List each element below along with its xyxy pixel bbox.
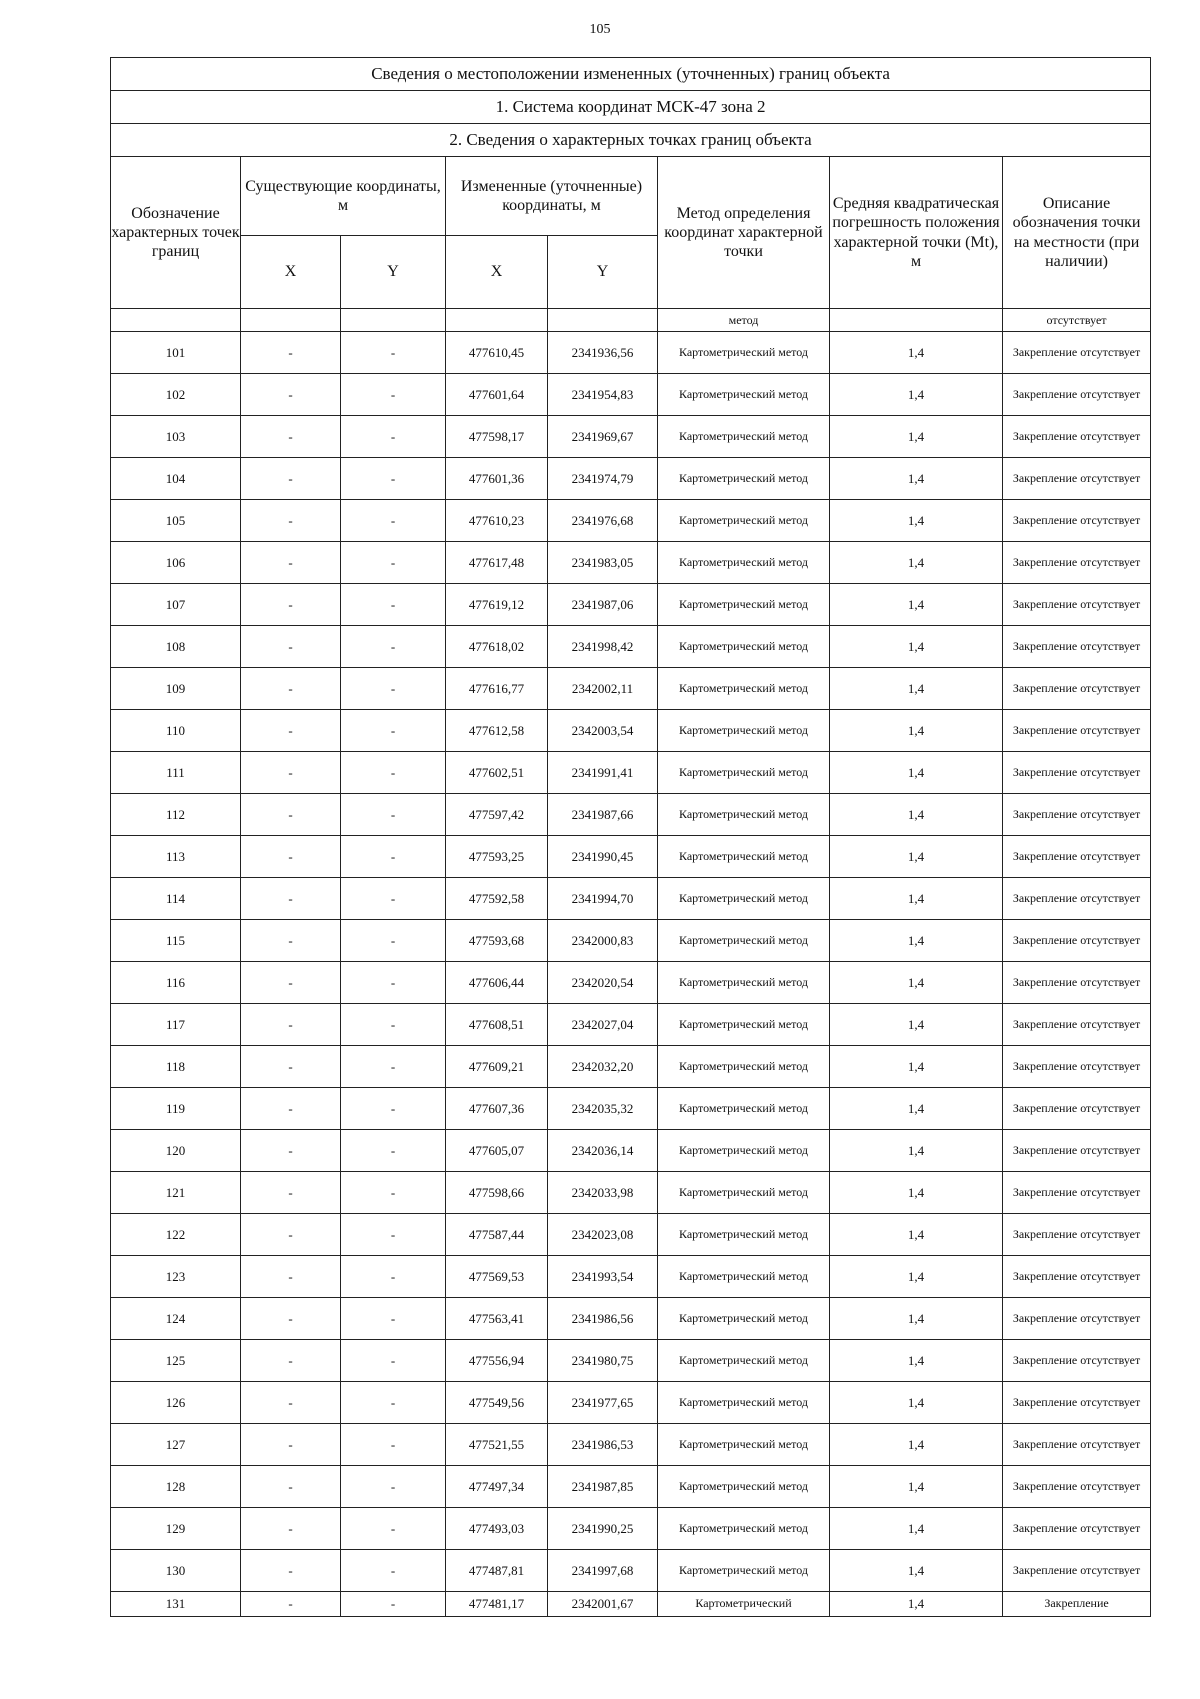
changed-y-cell: 2341997,68 bbox=[548, 1550, 658, 1592]
method-cell: Картометрический метод bbox=[658, 626, 830, 668]
changed-x-cell: 477606,44 bbox=[446, 962, 548, 1004]
mean-error-cell: 1,4 bbox=[830, 710, 1003, 752]
table-row bbox=[111, 1046, 1151, 1088]
existing-x-cell: - bbox=[241, 1298, 341, 1340]
existing-y-cell: - bbox=[341, 1256, 446, 1298]
point-id-cell: 109 bbox=[111, 668, 241, 710]
table-title: Сведения о местоположении измененных (уточненных) границ объекта bbox=[111, 58, 1151, 91]
method-cell: Картометрический метод bbox=[658, 878, 830, 920]
table-row bbox=[111, 1256, 1151, 1298]
continuation-description: отсутствует bbox=[1003, 309, 1151, 332]
existing-y-cell: - bbox=[341, 416, 446, 458]
changed-x-cell: 477616,77 bbox=[446, 668, 548, 710]
changed-y-cell: 2341977,65 bbox=[548, 1382, 658, 1424]
mean-error-cell: 1,4 bbox=[830, 1130, 1003, 1172]
existing-y-cell: - bbox=[341, 1046, 446, 1088]
changed-y-cell: 2341987,85 bbox=[548, 1466, 658, 1508]
method-cell: Картометрический метод bbox=[658, 1004, 830, 1046]
method-cell: Картометрический метод bbox=[658, 1424, 830, 1466]
description-cell: Закрепление отсутствует bbox=[1003, 1382, 1151, 1424]
description-cell: Закрепление отсутствует bbox=[1003, 962, 1151, 1004]
mean-error-cell: 1,4 bbox=[830, 668, 1003, 710]
existing-x-cell: - bbox=[241, 962, 341, 1004]
existing-x-cell: - bbox=[241, 332, 341, 374]
changed-x-cell: 477597,42 bbox=[446, 794, 548, 836]
mean-error-cell: 1,4 bbox=[830, 794, 1003, 836]
continuation-method: метод bbox=[658, 309, 830, 332]
mean-error-cell: 1,4 bbox=[830, 584, 1003, 626]
table-row bbox=[111, 374, 1151, 416]
point-id-cell: 130 bbox=[111, 1550, 241, 1592]
method-cell: Картометрический метод bbox=[658, 710, 830, 752]
description-cell: Закрепление отсутствует bbox=[1003, 1046, 1151, 1088]
description-cell: Закрепление отсутствует bbox=[1003, 668, 1151, 710]
description-cell: Закрепление отсутствует bbox=[1003, 332, 1151, 374]
method-cell: Картометрический метод bbox=[658, 1214, 830, 1256]
existing-y-cell: - bbox=[341, 878, 446, 920]
point-id-cell: 131 bbox=[111, 1592, 241, 1617]
table-row bbox=[111, 1130, 1151, 1172]
table-row bbox=[111, 836, 1151, 878]
point-id-cell: 119 bbox=[111, 1088, 241, 1130]
description-cell: Закрепление отсутствует bbox=[1003, 1130, 1151, 1172]
header-existing: Существующие координаты, м bbox=[241, 157, 446, 236]
table-row bbox=[111, 584, 1151, 626]
mean-error-cell: 1,4 bbox=[830, 878, 1003, 920]
method-cell: Картометрический метод bbox=[658, 962, 830, 1004]
changed-y-cell: 2342032,20 bbox=[548, 1046, 658, 1088]
description-cell: Закрепление bbox=[1003, 1592, 1151, 1617]
mean-error-cell: 1,4 bbox=[830, 1088, 1003, 1130]
changed-x-cell: 477521,55 bbox=[446, 1424, 548, 1466]
existing-x-cell: - bbox=[241, 1340, 341, 1382]
description-cell: Закрепление отсутствует bbox=[1003, 1298, 1151, 1340]
changed-y-cell: 2341980,75 bbox=[548, 1340, 658, 1382]
existing-y-cell: - bbox=[341, 1298, 446, 1340]
table-row bbox=[111, 1550, 1151, 1592]
existing-x-cell: - bbox=[241, 1508, 341, 1550]
changed-y-cell: 2341998,42 bbox=[548, 626, 658, 668]
existing-y-cell: - bbox=[341, 1466, 446, 1508]
existing-x-cell: - bbox=[241, 1256, 341, 1298]
changed-y-cell: 2342035,32 bbox=[548, 1088, 658, 1130]
existing-x-cell: - bbox=[241, 1466, 341, 1508]
changed-y-cell: 2341990,45 bbox=[548, 836, 658, 878]
existing-x-cell: - bbox=[241, 1424, 341, 1466]
description-cell: Закрепление отсутствует bbox=[1003, 710, 1151, 752]
changed-x-cell: 477493,03 bbox=[446, 1508, 548, 1550]
existing-x-cell: - bbox=[241, 836, 341, 878]
point-id-cell: 107 bbox=[111, 584, 241, 626]
header-existing-x: X bbox=[241, 236, 341, 309]
header-method: Метод определения координат характерной точки bbox=[658, 157, 830, 309]
changed-x-cell: 477593,25 bbox=[446, 836, 548, 878]
point-id-cell: 129 bbox=[111, 1508, 241, 1550]
existing-x-cell: - bbox=[241, 1550, 341, 1592]
description-cell: Закрепление отсутствует bbox=[1003, 794, 1151, 836]
changed-y-cell: 2342027,04 bbox=[548, 1004, 658, 1046]
existing-y-cell: - bbox=[341, 1382, 446, 1424]
description-cell: Закрепление отсутствует bbox=[1003, 752, 1151, 794]
existing-x-cell: - bbox=[241, 1004, 341, 1046]
header-designation: Обозначение характерных точек границ bbox=[111, 157, 241, 309]
method-cell: Картометрический метод bbox=[658, 1172, 830, 1214]
changed-y-cell: 2341936,56 bbox=[548, 332, 658, 374]
description-cell: Закрепление отсутствует bbox=[1003, 920, 1151, 962]
changed-x-cell: 477617,48 bbox=[446, 542, 548, 584]
changed-x-cell: 477610,23 bbox=[446, 500, 548, 542]
method-cell: Картометрический метод bbox=[658, 1508, 830, 1550]
mean-error-cell: 1,4 bbox=[830, 332, 1003, 374]
mean-error-cell: 1,4 bbox=[830, 458, 1003, 500]
existing-y-cell: - bbox=[341, 1592, 446, 1617]
method-cell: Картометрический bbox=[658, 1592, 830, 1617]
header-description: Описание обозначения точки на местности (при наличии) bbox=[1003, 157, 1151, 309]
changed-y-cell: 2341986,56 bbox=[548, 1298, 658, 1340]
point-id-cell: 120 bbox=[111, 1130, 241, 1172]
method-cell: Картометрический метод bbox=[658, 920, 830, 962]
existing-y-cell: - bbox=[341, 1172, 446, 1214]
description-cell: Закрепление отсутствует bbox=[1003, 626, 1151, 668]
description-cell: Закрепление отсутствует bbox=[1003, 1340, 1151, 1382]
changed-x-cell: 477607,36 bbox=[446, 1088, 548, 1130]
method-cell: Картометрический метод bbox=[658, 332, 830, 374]
point-id-cell: 112 bbox=[111, 794, 241, 836]
changed-y-cell: 2342000,83 bbox=[548, 920, 658, 962]
changed-y-cell: 2341991,41 bbox=[548, 752, 658, 794]
mean-error-cell: 1,4 bbox=[830, 374, 1003, 416]
header-changed-x: X bbox=[446, 236, 548, 309]
table-row bbox=[111, 1424, 1151, 1466]
changed-x-cell: 477602,51 bbox=[446, 752, 548, 794]
method-cell: Картометрический метод bbox=[658, 1256, 830, 1298]
header-existing-y: Y bbox=[341, 236, 446, 309]
existing-x-cell: - bbox=[241, 500, 341, 542]
existing-x-cell: - bbox=[241, 1382, 341, 1424]
changed-x-cell: 477481,17 bbox=[446, 1592, 548, 1617]
table-row bbox=[111, 458, 1151, 500]
description-cell: Закрепление отсутствует bbox=[1003, 458, 1151, 500]
existing-x-cell: - bbox=[241, 668, 341, 710]
section-title: 2. Сведения о характерных точках границ объекта bbox=[111, 124, 1151, 157]
existing-y-cell: - bbox=[341, 332, 446, 374]
existing-y-cell: - bbox=[341, 836, 446, 878]
method-cell: Картометрический метод bbox=[658, 1382, 830, 1424]
changed-y-cell: 2342023,08 bbox=[548, 1214, 658, 1256]
method-cell: Картометрический метод bbox=[658, 542, 830, 584]
point-id-cell: 105 bbox=[111, 500, 241, 542]
existing-x-cell: - bbox=[241, 374, 341, 416]
point-id-cell: 102 bbox=[111, 374, 241, 416]
existing-x-cell: - bbox=[241, 1214, 341, 1256]
table-row bbox=[111, 794, 1151, 836]
table-row bbox=[111, 332, 1151, 374]
point-id-cell: 101 bbox=[111, 332, 241, 374]
changed-x-cell: 477598,17 bbox=[446, 416, 548, 458]
existing-y-cell: - bbox=[341, 1508, 446, 1550]
method-cell: Картометрический метод bbox=[658, 1340, 830, 1382]
existing-x-cell: - bbox=[241, 1088, 341, 1130]
table-row bbox=[111, 920, 1151, 962]
point-id-cell: 126 bbox=[111, 1382, 241, 1424]
table-row bbox=[111, 1508, 1151, 1550]
table-row bbox=[111, 1340, 1151, 1382]
point-id-cell: 111 bbox=[111, 752, 241, 794]
table-row bbox=[111, 1382, 1151, 1424]
existing-y-cell: - bbox=[341, 794, 446, 836]
existing-y-cell: - bbox=[341, 668, 446, 710]
changed-y-cell: 2342036,14 bbox=[548, 1130, 658, 1172]
changed-y-cell: 2341993,54 bbox=[548, 1256, 658, 1298]
mean-error-cell: 1,4 bbox=[830, 836, 1003, 878]
mean-error-cell: 1,4 bbox=[830, 416, 1003, 458]
method-cell: Картометрический метод bbox=[658, 794, 830, 836]
point-id-cell: 117 bbox=[111, 1004, 241, 1046]
point-id-cell: 104 bbox=[111, 458, 241, 500]
changed-y-cell: 2342001,67 bbox=[548, 1592, 658, 1617]
table-row bbox=[111, 416, 1151, 458]
table-row bbox=[111, 962, 1151, 1004]
existing-x-cell: - bbox=[241, 752, 341, 794]
existing-x-cell: - bbox=[241, 1172, 341, 1214]
changed-x-cell: 477609,21 bbox=[446, 1046, 548, 1088]
method-cell: Картометрический метод bbox=[658, 752, 830, 794]
changed-x-cell: 477497,34 bbox=[446, 1466, 548, 1508]
mean-error-cell: 1,4 bbox=[830, 1382, 1003, 1424]
description-cell: Закрепление отсутствует bbox=[1003, 1088, 1151, 1130]
existing-x-cell: - bbox=[241, 626, 341, 668]
mean-error-cell: 1,4 bbox=[830, 1214, 1003, 1256]
changed-y-cell: 2341987,06 bbox=[548, 584, 658, 626]
coordinate-system: 1. Система координат МСК-47 зона 2 bbox=[111, 91, 1151, 124]
description-cell: Закрепление отсутствует bbox=[1003, 1214, 1151, 1256]
method-cell: Картометрический метод bbox=[658, 374, 830, 416]
existing-y-cell: - bbox=[341, 752, 446, 794]
point-id-cell: 128 bbox=[111, 1466, 241, 1508]
changed-x-cell: 477569,53 bbox=[446, 1256, 548, 1298]
page-number: 105 bbox=[589, 22, 611, 37]
point-id-cell: 110 bbox=[111, 710, 241, 752]
changed-x-cell: 477605,07 bbox=[446, 1130, 548, 1172]
changed-x-cell: 477592,58 bbox=[446, 878, 548, 920]
changed-y-cell: 2342003,54 bbox=[548, 710, 658, 752]
table-row bbox=[111, 878, 1151, 920]
existing-y-cell: - bbox=[341, 374, 446, 416]
existing-y-cell: - bbox=[341, 542, 446, 584]
mean-error-cell: 1,4 bbox=[830, 962, 1003, 1004]
mean-error-cell: 1,4 bbox=[830, 1592, 1003, 1617]
method-cell: Картометрический метод bbox=[658, 1298, 830, 1340]
existing-x-cell: - bbox=[241, 416, 341, 458]
mean-error-cell: 1,4 bbox=[830, 1340, 1003, 1382]
method-cell: Картометрический метод bbox=[658, 500, 830, 542]
table-row bbox=[111, 1466, 1151, 1508]
mean-error-cell: 1,4 bbox=[830, 626, 1003, 668]
existing-y-cell: - bbox=[341, 1004, 446, 1046]
existing-x-cell: - bbox=[241, 1130, 341, 1172]
table-body bbox=[111, 332, 1151, 1617]
mean-error-cell: 1,4 bbox=[830, 1298, 1003, 1340]
mean-error-cell: 1,4 bbox=[830, 1004, 1003, 1046]
changed-x-cell: 477598,66 bbox=[446, 1172, 548, 1214]
point-id-cell: 125 bbox=[111, 1340, 241, 1382]
point-id-cell: 121 bbox=[111, 1172, 241, 1214]
changed-x-cell: 477601,64 bbox=[446, 374, 548, 416]
mean-error-cell: 1,4 bbox=[830, 752, 1003, 794]
point-id-cell: 118 bbox=[111, 1046, 241, 1088]
table-row bbox=[111, 710, 1151, 752]
description-cell: Закрепление отсутствует bbox=[1003, 1172, 1151, 1214]
changed-x-cell: 477487,81 bbox=[446, 1550, 548, 1592]
table-row bbox=[111, 752, 1151, 794]
method-cell: Картометрический метод bbox=[658, 836, 830, 878]
table-row bbox=[111, 1298, 1151, 1340]
table-row bbox=[111, 626, 1151, 668]
existing-y-cell: - bbox=[341, 1130, 446, 1172]
changed-y-cell: 2341994,70 bbox=[548, 878, 658, 920]
existing-x-cell: - bbox=[241, 542, 341, 584]
table-row bbox=[111, 668, 1151, 710]
existing-x-cell: - bbox=[241, 458, 341, 500]
mean-error-cell: 1,4 bbox=[830, 1508, 1003, 1550]
changed-x-cell: 477593,68 bbox=[446, 920, 548, 962]
point-id-cell: 122 bbox=[111, 1214, 241, 1256]
description-cell: Закрепление отсутствует bbox=[1003, 416, 1151, 458]
description-cell: Закрепление отсутствует bbox=[1003, 500, 1151, 542]
method-cell: Картометрический метод bbox=[658, 458, 830, 500]
existing-y-cell: - bbox=[341, 458, 446, 500]
existing-y-cell: - bbox=[341, 1088, 446, 1130]
existing-y-cell: - bbox=[341, 1340, 446, 1382]
point-id-cell: 123 bbox=[111, 1256, 241, 1298]
table-row bbox=[111, 500, 1151, 542]
existing-x-cell: - bbox=[241, 710, 341, 752]
description-cell: Закрепление отсутствует bbox=[1003, 878, 1151, 920]
point-id-cell: 106 bbox=[111, 542, 241, 584]
changed-x-cell: 477601,36 bbox=[446, 458, 548, 500]
changed-y-cell: 2341974,79 bbox=[548, 458, 658, 500]
existing-y-cell: - bbox=[341, 584, 446, 626]
table-row bbox=[111, 542, 1151, 584]
mean-error-cell: 1,4 bbox=[830, 1424, 1003, 1466]
point-id-cell: 103 bbox=[111, 416, 241, 458]
existing-x-cell: - bbox=[241, 584, 341, 626]
changed-y-cell: 2341986,53 bbox=[548, 1424, 658, 1466]
table-row bbox=[111, 1172, 1151, 1214]
mean-error-cell: 1,4 bbox=[830, 1466, 1003, 1508]
changed-x-cell: 477549,56 bbox=[446, 1382, 548, 1424]
mean-error-cell: 1,4 bbox=[830, 542, 1003, 584]
changed-y-cell: 2342002,11 bbox=[548, 668, 658, 710]
existing-y-cell: - bbox=[341, 1550, 446, 1592]
table-row bbox=[111, 1592, 1151, 1617]
point-id-cell: 113 bbox=[111, 836, 241, 878]
changed-y-cell: 2342033,98 bbox=[548, 1172, 658, 1214]
table-row bbox=[111, 1088, 1151, 1130]
existing-y-cell: - bbox=[341, 626, 446, 668]
mean-error-cell: 1,4 bbox=[830, 1550, 1003, 1592]
changed-x-cell: 477608,51 bbox=[446, 1004, 548, 1046]
method-cell: Картометрический метод bbox=[658, 1466, 830, 1508]
description-cell: Закрепление отсутствует bbox=[1003, 836, 1151, 878]
description-cell: Закрепление отсутствует bbox=[1003, 542, 1151, 584]
point-id-cell: 116 bbox=[111, 962, 241, 1004]
description-cell: Закрепление отсутствует bbox=[1003, 374, 1151, 416]
point-id-cell: 127 bbox=[111, 1424, 241, 1466]
mean-error-cell: 1,4 bbox=[830, 500, 1003, 542]
changed-x-cell: 477563,41 bbox=[446, 1298, 548, 1340]
changed-y-cell: 2341990,25 bbox=[548, 1508, 658, 1550]
changed-x-cell: 477610,45 bbox=[446, 332, 548, 374]
description-cell: Закрепление отсутствует bbox=[1003, 1466, 1151, 1508]
existing-y-cell: - bbox=[341, 962, 446, 1004]
description-cell: Закрепление отсутствует bbox=[1003, 1550, 1151, 1592]
description-cell: Закрепление отсутствует bbox=[1003, 1508, 1151, 1550]
point-id-cell: 108 bbox=[111, 626, 241, 668]
header-changed: Измененные (уточненные) координаты, м bbox=[446, 157, 658, 236]
method-cell: Картометрический метод bbox=[658, 1550, 830, 1592]
changed-x-cell: 477612,58 bbox=[446, 710, 548, 752]
method-cell: Картометрический метод bbox=[658, 668, 830, 710]
coordinates-table bbox=[110, 57, 1151, 1617]
changed-y-cell: 2341987,66 bbox=[548, 794, 658, 836]
existing-y-cell: - bbox=[341, 1214, 446, 1256]
mean-error-cell: 1,4 bbox=[830, 1256, 1003, 1298]
mean-error-cell: 1,4 bbox=[830, 1172, 1003, 1214]
changed-y-cell: 2341983,05 bbox=[548, 542, 658, 584]
mean-error-cell: 1,4 bbox=[830, 1046, 1003, 1088]
point-id-cell: 124 bbox=[111, 1298, 241, 1340]
method-cell: Картометрический метод bbox=[658, 1130, 830, 1172]
method-cell: Картометрический метод bbox=[658, 584, 830, 626]
changed-x-cell: 477587,44 bbox=[446, 1214, 548, 1256]
changed-y-cell: 2341969,67 bbox=[548, 416, 658, 458]
header-error: Средняя квадратическая погрешность положения характерной точки (Mt), м bbox=[830, 157, 1003, 309]
existing-y-cell: - bbox=[341, 710, 446, 752]
method-cell: Картометрический метод bbox=[658, 1088, 830, 1130]
existing-x-cell: - bbox=[241, 794, 341, 836]
existing-y-cell: - bbox=[341, 920, 446, 962]
existing-y-cell: - bbox=[341, 500, 446, 542]
description-cell: Закрепление отсутствует bbox=[1003, 584, 1151, 626]
point-id-cell: 115 bbox=[111, 920, 241, 962]
changed-y-cell: 2341954,83 bbox=[548, 374, 658, 416]
description-cell: Закрепление отсутствует bbox=[1003, 1004, 1151, 1046]
table-row bbox=[111, 1214, 1151, 1256]
changed-y-cell: 2341976,68 bbox=[548, 500, 658, 542]
method-cell: Картометрический метод bbox=[658, 1046, 830, 1088]
existing-y-cell: - bbox=[341, 1424, 446, 1466]
existing-x-cell: - bbox=[241, 920, 341, 962]
existing-x-cell: - bbox=[241, 1046, 341, 1088]
description-cell: Закрепление отсутствует bbox=[1003, 1256, 1151, 1298]
table-row bbox=[111, 1004, 1151, 1046]
existing-x-cell: - bbox=[241, 1592, 341, 1617]
existing-x-cell: - bbox=[241, 878, 341, 920]
method-cell: Картометрический метод bbox=[658, 416, 830, 458]
description-cell: Закрепление отсутствует bbox=[1003, 1424, 1151, 1466]
mean-error-cell: 1,4 bbox=[830, 920, 1003, 962]
changed-y-cell: 2342020,54 bbox=[548, 962, 658, 1004]
point-id-cell: 114 bbox=[111, 878, 241, 920]
changed-x-cell: 477556,94 bbox=[446, 1340, 548, 1382]
header-changed-y: Y bbox=[548, 236, 658, 309]
changed-x-cell: 477618,02 bbox=[446, 626, 548, 668]
changed-x-cell: 477619,12 bbox=[446, 584, 548, 626]
continuation-row bbox=[111, 309, 1151, 332]
